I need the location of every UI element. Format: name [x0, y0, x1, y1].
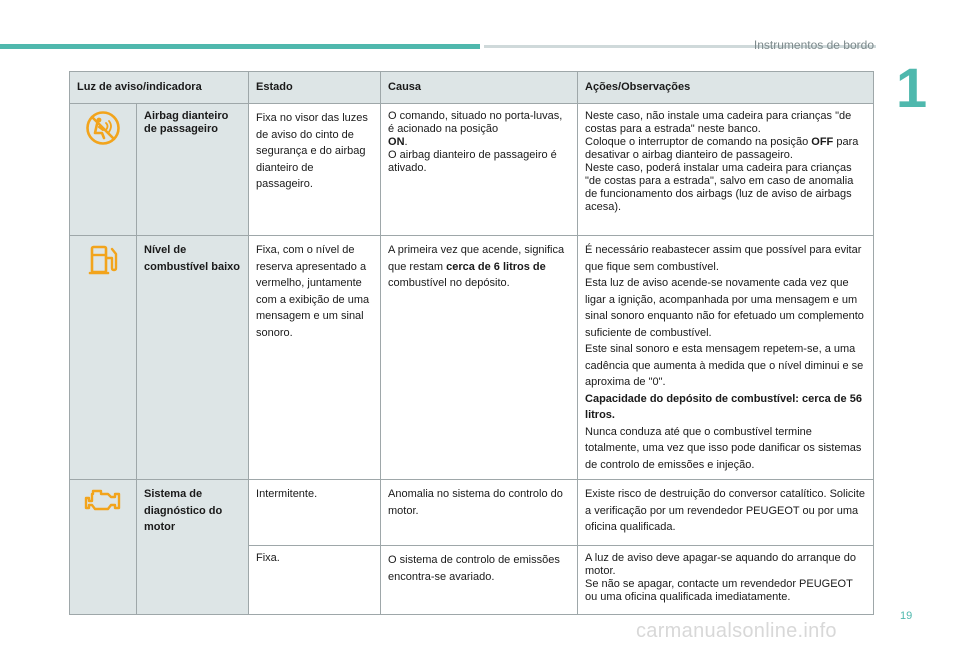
cause-cell: O comando, situado no porta-luvas, é acionado na posição ON. O airbag dianteiro de passageiro é ativado.	[381, 104, 578, 236]
actions-text: Esta luz de aviso acende-se novamente cada vez que ligar a ignição, acompanhada por uma mensagem e um sinal sonoro enquanto não for efetuado um complemento suficiente de combustível.	[585, 277, 864, 339]
actions-text: Neste caso, poderá instalar uma cadeira para crianças "de costas para a estrada", salvo em caso de anomalia de funcionamento dos airbags (luz de aviso de airbags acesa).	[585, 162, 854, 213]
engine-icon	[84, 486, 122, 514]
actions-text: Nunca conduza até que o combustível termine totalmente, uma vez que isso pode danificar os sistemas de controlo de emissões e injeção.	[585, 425, 862, 471]
light-name: Sistema de diagnóstico do motor	[137, 480, 249, 615]
cause-text: A primeira vez que acende, significa que restam	[388, 244, 565, 273]
state-cell: Fixa, com o nível de reserva apresentado a vermelho, juntamente com a exibição de uma mensagem e um sinal sonoro.	[249, 236, 381, 480]
cause-on: ON	[388, 136, 405, 148]
table-row	[70, 480, 874, 546]
cause-text: O comando, situado no porta-luvas, é acionado na posição	[388, 110, 563, 135]
state-cell: Fixa no visor das luzes de aviso do cinto de segurança e do airbag dianteiro de passageiro.	[249, 104, 381, 236]
table-row	[70, 104, 874, 236]
table-header-row	[70, 72, 874, 104]
state-cell: Fixa.	[249, 546, 381, 615]
column-header: Ações/Observações	[578, 72, 874, 104]
header-accent-bar	[0, 44, 480, 49]
airbag-off-icon	[85, 110, 121, 146]
cause-cell	[381, 236, 578, 480]
actions-cell	[578, 236, 874, 480]
actions-text: para desativar o airbag dianteiro de passageiro.	[585, 136, 859, 161]
actions-bold: Capacidade do depósito de combustível: cerca de 56 litros.	[585, 392, 862, 421]
page-number: 19	[900, 610, 913, 622]
cause-text: combustível no depósito.	[388, 277, 510, 289]
actions-text: Se não se apagar, contacte um revendedor PEUGEOT ou uma oficina qualificada imediatamente.	[585, 578, 853, 603]
actions-cell: Existe risco de destruição do conversor catalítico. Solicite a verificação por um revendedor PEUGEOT ou por uma oficina qualificada.	[578, 480, 874, 546]
cause-text: O airbag dianteiro de passageiro é ativado.	[388, 149, 557, 174]
actions-text: Coloque o interruptor de comando na posição	[585, 136, 809, 148]
actions-cell	[578, 546, 874, 615]
column-header: Causa	[381, 72, 578, 104]
state-cell: Intermitente.	[249, 480, 381, 546]
section-title: Instrumentos de bordo	[753, 38, 874, 52]
column-header: Estado	[249, 72, 381, 104]
light-name: Airbag dianteiro de passageiro	[137, 104, 249, 236]
fuel-pump-icon	[86, 242, 120, 278]
warning-lights-table	[69, 71, 874, 615]
watermark: carmanualsonline.info	[636, 620, 837, 642]
actions-text: Este sinal sonoro e esta mensagem repetem-se, a uma cadência que aumenta à medida que o nível diminui e se aproxima de "0".	[585, 343, 864, 388]
actions-text: É necessário reabastecer assim que possível para evitar que fique sem combustível.	[585, 244, 862, 273]
chapter-number: 1	[896, 56, 928, 119]
actions-off: OFF	[811, 136, 834, 148]
column-header: Luz de aviso/indicadora	[70, 72, 249, 104]
cause-bold: cerca de 6 litros de	[446, 260, 546, 273]
table-row	[70, 236, 874, 480]
cause-cell: Anomalia no sistema do controlo do motor.	[381, 480, 578, 546]
actions-text: A luz de aviso deve apagar-se aquando do arranque do motor.	[585, 552, 856, 577]
light-name: Nível de combustível baixo	[137, 236, 249, 480]
actions-cell	[578, 104, 874, 236]
actions-text: Neste caso, não instale uma cadeira para crianças "de costas para a estrada" neste banco.	[585, 110, 852, 135]
cause-cell: O sistema de controlo de emissões encontra-se avariado.	[381, 546, 578, 615]
